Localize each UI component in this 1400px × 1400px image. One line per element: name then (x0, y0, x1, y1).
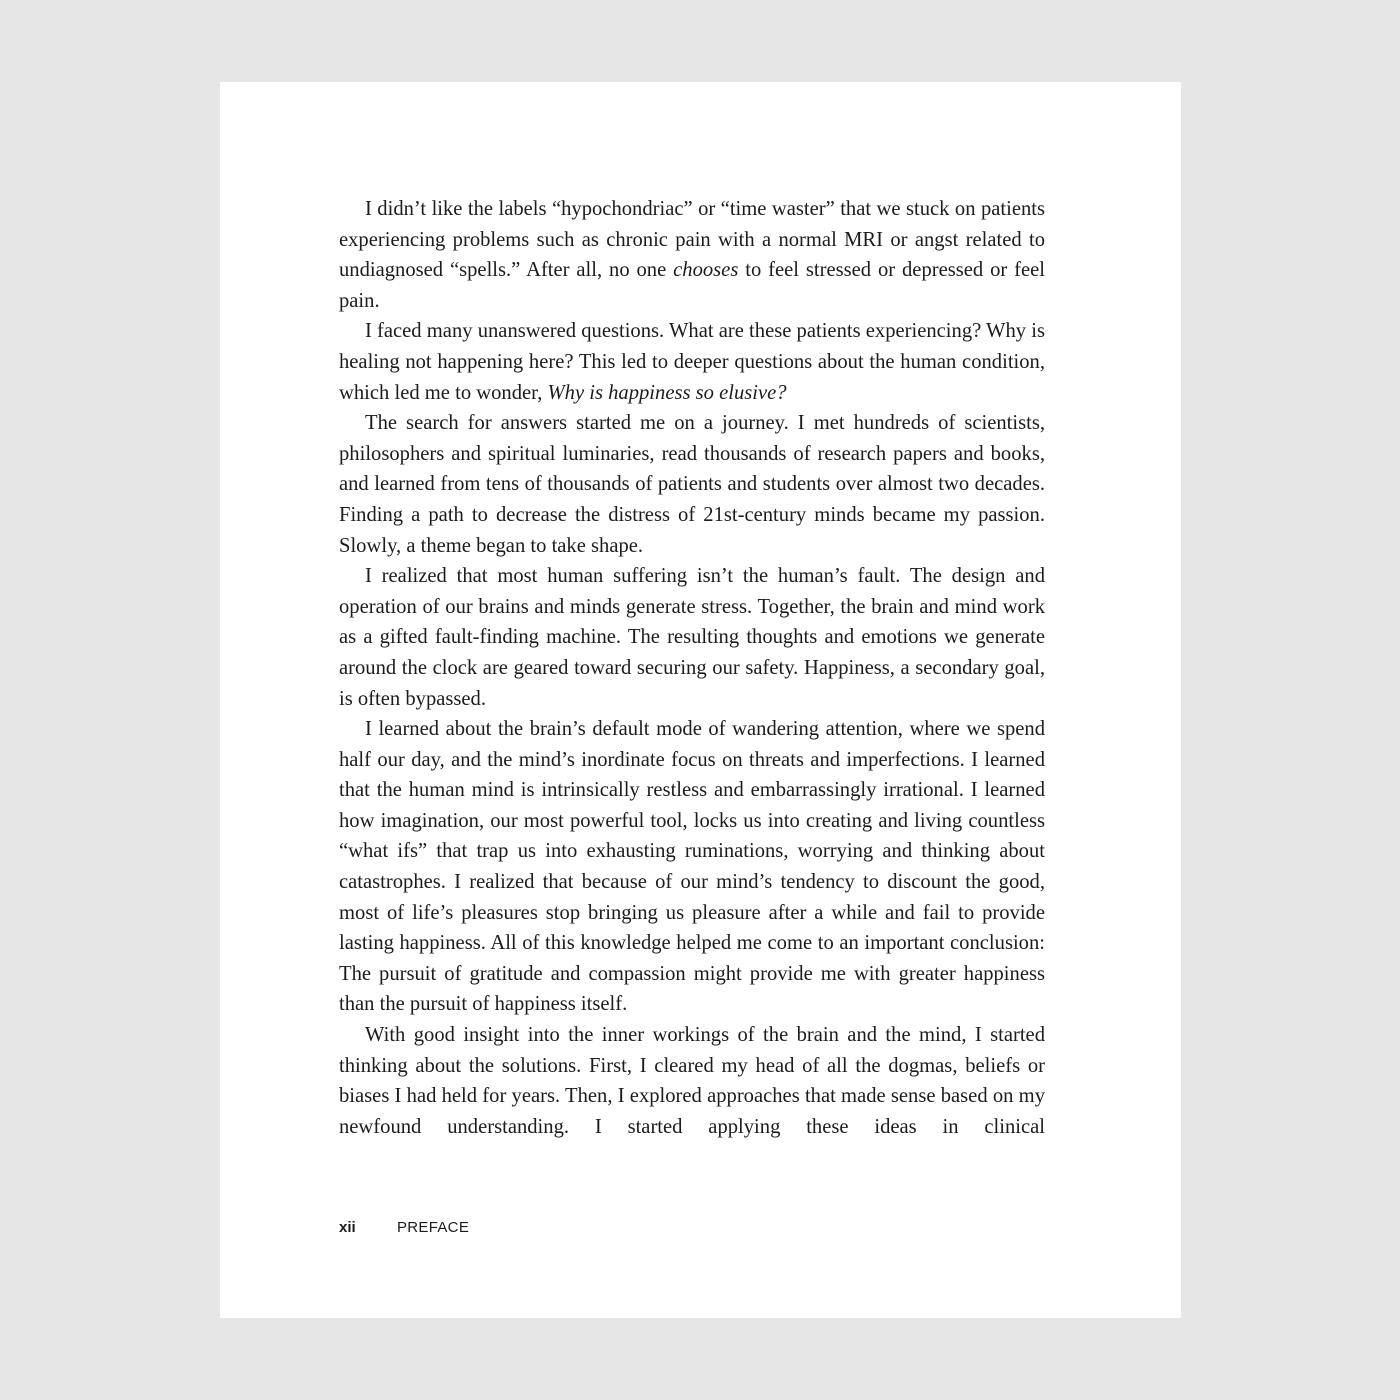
paragraph-6: With good insight into the inner workings of the brain and the mind, I started thinking about the solutions. First, I cleared my head of all the dogmas, beliefs or biases I had held for years. Then, I explored approaches that made sense based on my newfound understanding. I started applying these ideas in clinical (339, 1024, 1045, 1138)
paragraph-1: I didn’t like the labels “hypochondriac” or “time waster” that we stuck on patients experiencing problems such as chronic pain with a normal MRI or angst related to undiagnosed “spells.” After all, no one chooses to feel stressed or depressed or feel pain. (339, 198, 1045, 312)
running-head: PREFACE (397, 1219, 470, 1236)
page-footer (339, 1219, 469, 1236)
paragraph-3: The search for answers started me on a journey. I met hundreds of scientists, philosophers and spiritual luminaries, read thousands of research papers and books, and learned from tens of thousands of patients and students over almost two decades. Finding a path to decrease the distress of 21st-century minds became my passion. Slowly, a theme began to take shape. (339, 412, 1045, 557)
body-text (339, 194, 1045, 1142)
paragraph-4: I realized that most human suffering isn’t the human’s fault. The design and operation of our brains and minds generate stress. Together, the brain and mind work as a gifted fault-finding machine. The resulting thoughts and emotions we generate around the clock are geared toward securing our safety. Happiness, a secondary goal, is often bypassed. (339, 565, 1045, 710)
paragraph-2: I faced many unanswered questions. What are these patients experiencing? Why is healing not happening here? This led to deeper questions about the human condition, which led me to wonder, Why is happiness so elusive? (339, 320, 1045, 404)
book-page (220, 82, 1181, 1318)
page-number: xii (339, 1219, 356, 1236)
paragraph-5: I learned about the brain’s default mode of wandering attention, where we spend half our day, and the mind’s inordinate focus on threats and imperfections. I learned that the human mind is intrinsically restless and embarrassingly irrational. I learned how imagination, our most powerful tool, locks us into creating and living countless “what ifs” that trap us into exhausting ruminations, worrying and thinking about catastrophes. I realized that because of our mind’s tendency to discount the good, most of life’s pleasures stop bringing us pleasure after a while and fail to provide lasting happiness. All of this knowledge helped me come to an important conclusion: The pursuit of gratitude and compassion might provide me with greater happiness than the pursuit of happiness itself. (339, 718, 1045, 1016)
